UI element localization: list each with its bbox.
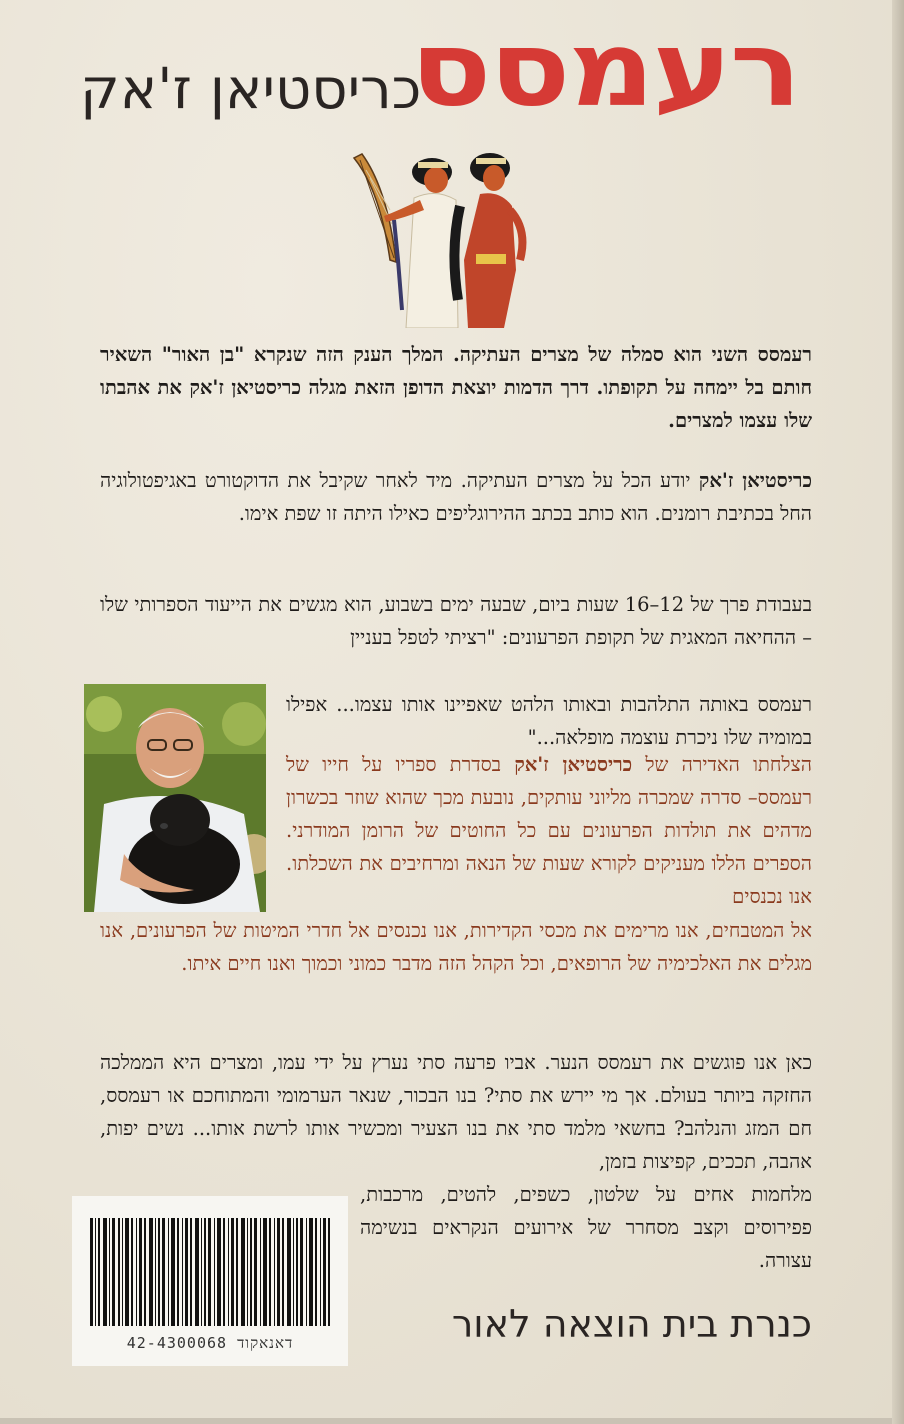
author-name-bold: כריסטיאן ז'אק (698, 469, 812, 492)
success-author-bold: כריסטיאן ז'אק (514, 753, 633, 776)
author-with-dog-photo (84, 684, 266, 912)
barcode-bars (90, 1218, 330, 1326)
work-paragraph-continued: רעמסס באותה התלהבות ובאותו הלהט שאפיינו אותו עצמו... אפילו במומיה שלו ניכרת עוצמה מופלאה..." (286, 693, 812, 749)
intro-paragraph: רעמסס השני הוא סמלה של מצרים העתיקה. המלך הענק הזה שנקרא "בן האור" השאיר חותם בל יימחה על תקופתו. דרך הדמות יוצאת הדופן הזאת מגלה כריסטיאן ז'אק את אהבתו שלו עצמו למצרים. (100, 343, 812, 432)
success-text-b: בסדרת ספריו על חייו של רעמסס– סדרה שמכרה מליוני עותקים, נובעת מכך שהוא שוזר בכשרון מדהים את תולדות הפרעונים עם כל החוטים של הרומן המודרני. הספרים הללו מעניקים לקורא שעות של הנאה ומרחיבים את השכלתו. אנו נכנסים (286, 753, 812, 908)
publisher-name: כנרת בית הוצאה לאור (451, 1302, 812, 1346)
barcode-sticker (72, 1196, 348, 1366)
work-paragraph: בעבודת פרך של 12–16 שעות ביום, שבעה ימים בשבוע, הוא מגשים את הייעוד הספרותי שלו – ההחיאה המאגית של תקופת הפרעונים: "רציתי לטפל בעניין (100, 593, 812, 649)
book-title: רעמסס (410, 8, 800, 130)
plot-paragraph: כאן אנו פוגשים את רעמסס הנער. אביו פרעה סתי נערץ על ידי עמו, ומצרים היא הממלכה החזקה ביותר בעולם. אך מי יירש את סתי? בנו הבכור, שנאר הערמומי והמתוחכם או רעמסס, חם המזג והנלהב? בחשאי מלמד סתי את בנו הצעיר ומכשיר אותו לרשת אותו... נשים יפות, אהבה, תככים, קפיצות בזמן, (100, 1051, 812, 1173)
title-row (80, 8, 800, 130)
success-paragraph-continued: אל המטבחים, אנו מרימים את מכסי הקדירות, אנו נכנסים אל חדרי המיטות של הפרעונים, אנו מגלים את האלכימיה של הרופאים, וכל הקהל הזה מדבר כמוני וכמוך ואנו חיים איתו. (100, 919, 812, 975)
author-name: כריסטיאן ז'אק (80, 57, 422, 122)
barcode-number: דאנאקוד 42-4300068 (126, 1334, 294, 1352)
cover-edge (892, 0, 904, 1424)
author-bio-paragraph (100, 464, 812, 530)
plot-paragraph-continued: מלחמות אחים על שלטון, כשפים, להטים, מרכבות, פפירוסים וקצב מסחרר של אירועים הנקראים בנשימה עצורה. (360, 1183, 812, 1272)
author-bio-text: יודע הכל על מצרים העתיקה. מיד לאחר שקיבל את הדוקטורט באגיפטולוגיה החל בכתיבת רומנים. הוא כותב בכתב ההירוגליפים כאילו היתה זו שפת אימו. (100, 469, 812, 525)
egyptian-musicians-illustration (340, 150, 540, 328)
success-text-a: הצלחתו האדירה של (632, 753, 812, 776)
success-paragraph (286, 748, 812, 913)
